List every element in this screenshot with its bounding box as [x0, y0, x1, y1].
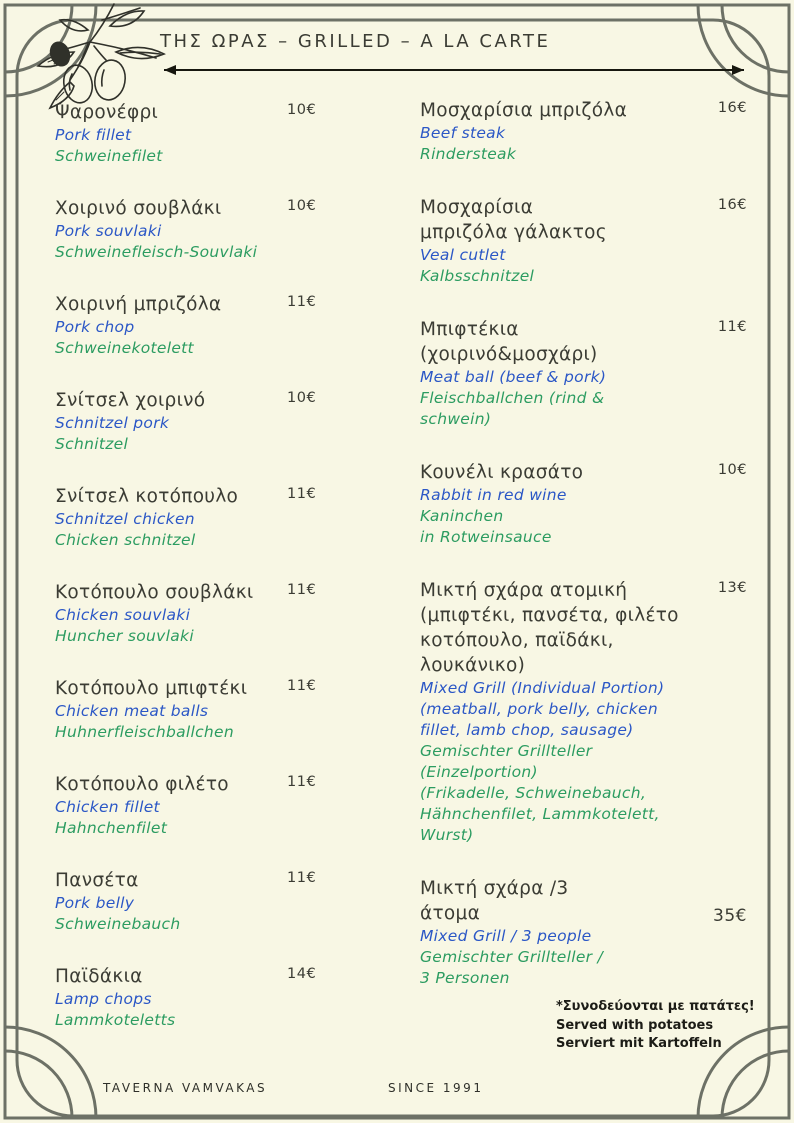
item-name-greek: Χοιρινή μπριζόλα — [55, 294, 222, 315]
item-name-german: Schweinekotelett — [55, 339, 194, 357]
item-name-english: Pork fillet — [55, 126, 132, 144]
menu-item — [55, 388, 400, 455]
menu-item — [420, 317, 765, 430]
item-name-greek: Μοσχαρίσια μπριζόλα γάλακτος — [420, 197, 607, 243]
item-price: 11€ — [287, 294, 317, 310]
item-name-english: Veal cutlet — [420, 246, 506, 264]
item-name-english: Schnitzel pork — [55, 414, 170, 432]
menu-item — [55, 964, 400, 1031]
item-name-german: Hahnchenfilet — [55, 819, 168, 837]
item-name-english: Pork belly — [55, 894, 135, 912]
item-name-greek: Σνίτσελ χοιρινό — [55, 390, 206, 411]
menu-item — [55, 196, 400, 263]
item-price: 14€ — [287, 966, 317, 982]
item-name-english: Chicken souvlaki — [55, 606, 191, 624]
item-price: 11€ — [287, 582, 317, 598]
item-name-greek: Κοτόπουλο φιλέτο — [55, 774, 229, 795]
item-name-greek: Σνίτσελ κοτόπουλο — [55, 486, 239, 507]
item-name-greek: Παϊδάκια — [55, 966, 143, 987]
item-price: 11€ — [287, 774, 317, 790]
item-name-greek: Πανσέτα — [55, 870, 139, 891]
item-price: 16€ — [717, 197, 747, 213]
item-name-english: Schnitzel chicken — [55, 510, 195, 528]
menu-item — [420, 578, 765, 846]
item-name-german: Kaninchen in Rotweinsauce — [420, 507, 552, 546]
item-name-english: Pork souvlaki — [55, 222, 162, 240]
menu-item — [420, 98, 765, 165]
item-name-english: Meat ball (beef & pork) — [420, 368, 607, 386]
item-name-greek: Μικτή σχάρα ατομική (μπιφτέκι, πανσέτα, φιλέτο κοτόπουλο, παϊδάκι, λουκάνικο) — [420, 580, 679, 676]
item-name-german: Schnitzel — [55, 435, 129, 453]
item-price: 11€ — [287, 486, 317, 502]
menu-item — [55, 580, 400, 647]
item-name-greek: Κοτόπουλο σουβλάκι — [55, 582, 254, 603]
olive-branch-icon — [18, 2, 168, 114]
serving-note — [556, 998, 766, 1054]
item-name-german: Kalbsschnitzel — [420, 267, 535, 285]
footer-brand: TAVERNA VAMVAKAS — [103, 1081, 268, 1095]
item-name-greek: Κοτόπουλο μπιφτέκι — [55, 678, 248, 699]
item-price: 11€ — [287, 870, 317, 886]
item-name-german: Huncher souvlaki — [55, 627, 194, 645]
item-price: 10€ — [287, 390, 317, 406]
menu-item — [55, 868, 400, 935]
serving-note-greek: *Συνοδεύονται με πατάτες! — [556, 999, 755, 1014]
item-price: 10€ — [287, 102, 317, 118]
item-price: 11€ — [717, 319, 747, 335]
item-name-greek: Μικτή σχάρα /3 άτομα — [420, 878, 569, 924]
item-price: 10€ — [717, 462, 747, 478]
item-name-greek: Μοσχαρίσια μπριζόλα — [420, 100, 628, 121]
item-name-greek: Χοιρινό σουβλάκι — [55, 198, 222, 219]
menu-column-left — [55, 100, 400, 1060]
footer-since: SINCE 1991 — [388, 1081, 484, 1095]
item-name-german: Schweinefilet — [55, 147, 163, 165]
menu-item — [55, 676, 400, 743]
item-name-english: Chicken meat balls — [55, 702, 209, 720]
item-price: 13€ — [717, 580, 747, 596]
item-name-english: Mixed Grill / 3 people — [420, 927, 592, 945]
item-price: 16€ — [717, 100, 747, 116]
serving-note-english: Served with potatoes — [556, 1017, 714, 1033]
menu-item — [420, 876, 765, 989]
item-name-german: Rindersteak — [420, 145, 517, 163]
item-name-german: Gemischter Grillteller (Einzelportion) (Frikadelle, Schweinebauch, Hähnchenfilet, Lammkotelett, Wurst) — [420, 742, 660, 844]
menu-item — [420, 460, 765, 548]
item-name-english: Pork chop — [55, 318, 135, 336]
item-price: 10€ — [287, 198, 317, 214]
menu-item — [55, 484, 400, 551]
menu-item — [55, 772, 400, 839]
item-name-german: Huhnerfleischballchen — [55, 723, 235, 741]
item-price: 35€ — [713, 906, 747, 926]
item-name-english: Mixed Grill (Individual Portion) (meatball, pork belly, chicken fillet, lamb chop, sausage) — [420, 679, 665, 739]
item-name-german: Chicken schnitzel — [55, 531, 196, 549]
item-name-german: Schweinebauch — [55, 915, 181, 933]
item-name-german: Schweinefleisch-Souvlaki — [55, 243, 258, 261]
item-name-english: Lamp chops — [55, 990, 152, 1008]
item-name-german: Lammkoteletts — [55, 1011, 176, 1029]
menu-item — [55, 100, 400, 167]
menu-column-right — [420, 98, 765, 1019]
menu-item — [55, 292, 400, 359]
item-name-greek: Μπιφτέκια (χοιρινό&μοσχάρι) — [420, 319, 598, 365]
item-name-german: Gemischter Grillteller / 3 Personen — [420, 948, 604, 987]
arrow-divider — [158, 60, 750, 80]
menu-item — [420, 195, 765, 287]
item-name-greek: Ψαρονέφρι — [55, 102, 159, 123]
item-price: 11€ — [287, 678, 317, 694]
page-title: ΤΗΣ ΩΡΑΣ – GRILLED – A LA CARTE — [160, 31, 551, 52]
item-name-english: Chicken fillet — [55, 798, 160, 816]
item-name-english: Beef steak — [420, 124, 506, 142]
serving-note-german: Serviert mit Kartoffeln — [556, 1036, 722, 1051]
item-name-german: Fleischballchen (rind & schwein) — [420, 389, 605, 428]
item-name-english: Rabbit in red wine — [420, 486, 567, 504]
item-name-greek: Κουνέλι κρασάτο — [420, 462, 584, 483]
